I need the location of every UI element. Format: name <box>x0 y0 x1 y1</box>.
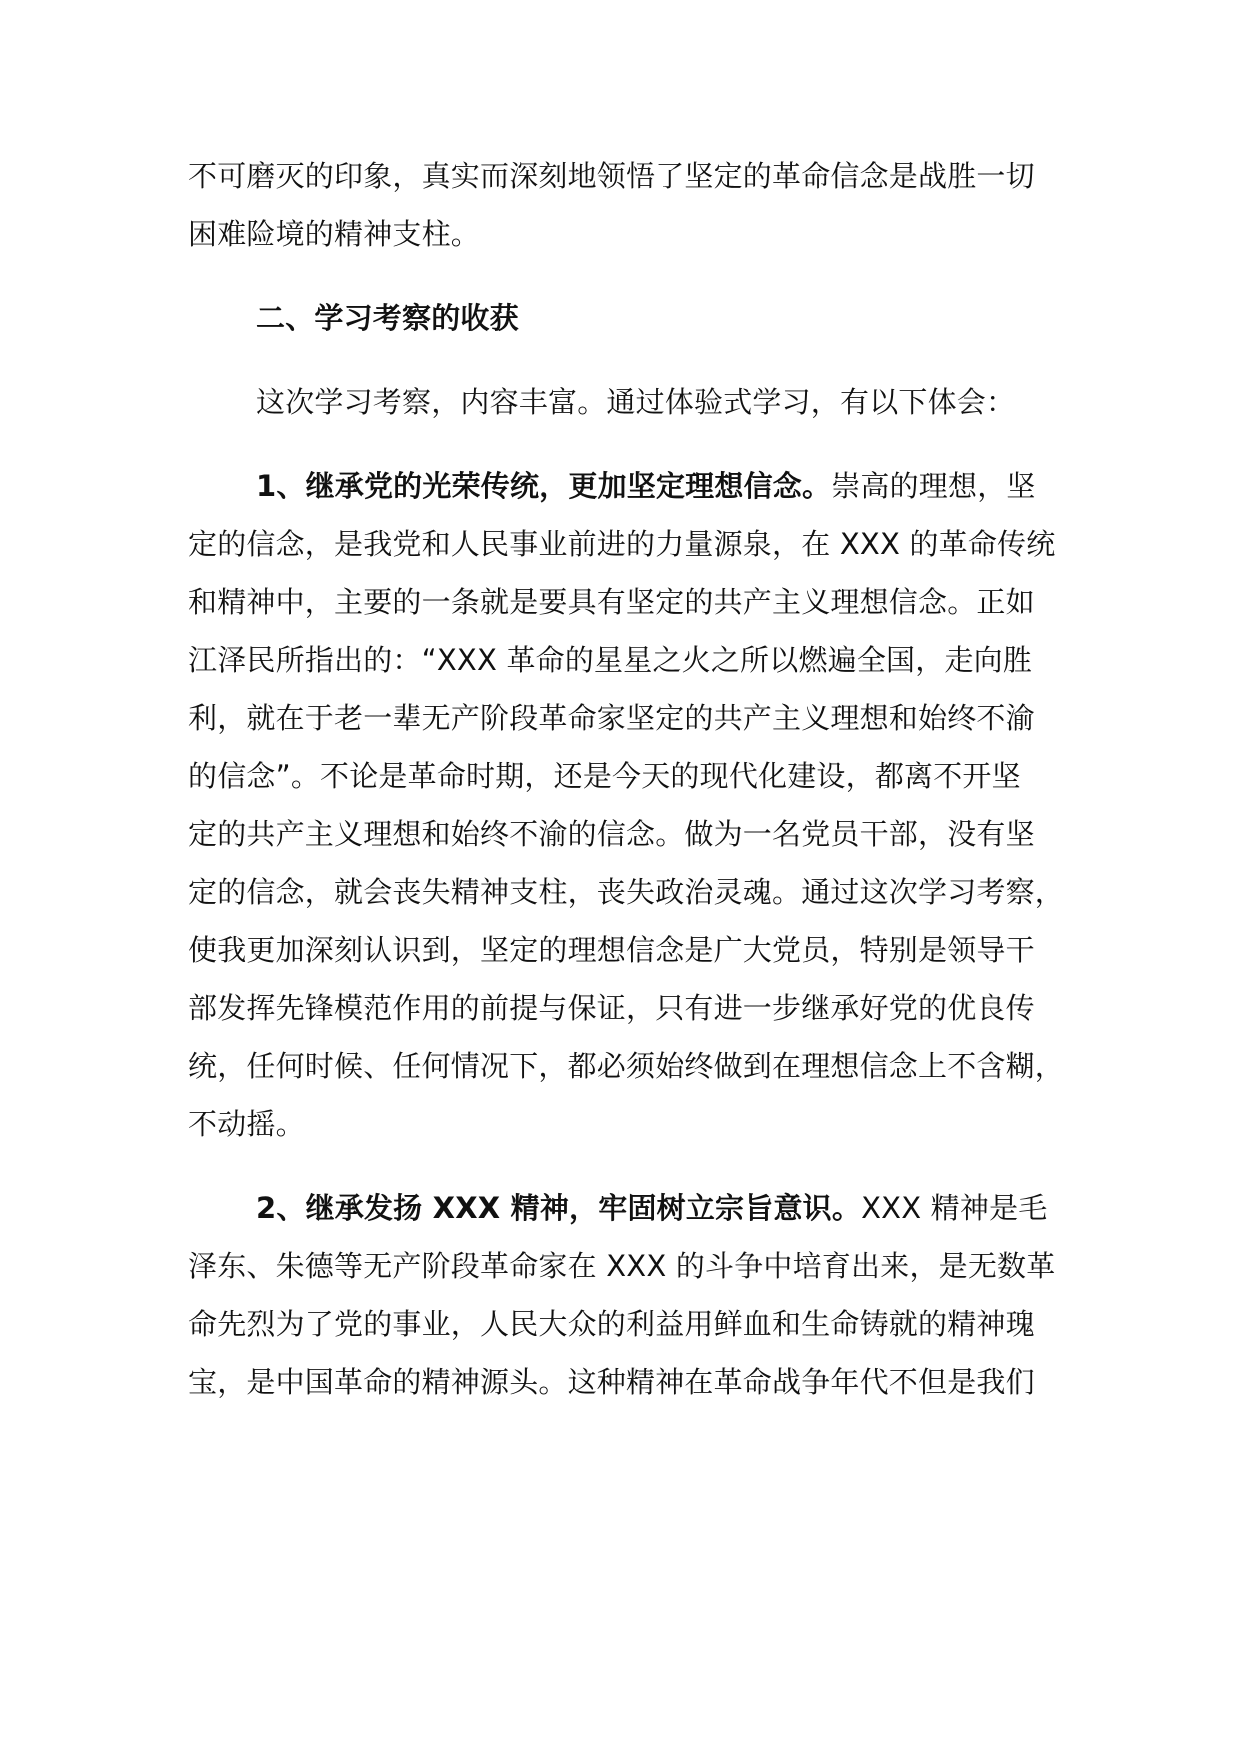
paragraph-line: 不动摇。 <box>188 1107 305 1141</box>
paragraph-line: 和精神中，主要的一条就是要具有坚定的共产主义理想信念。正如 <box>188 585 1035 619</box>
point-2-heading: 2、继承发扬 XXX 精神，牢固树立宗旨意识。 <box>256 1191 862 1225</box>
point-1-text: 崇高的理想，坚 <box>831 469 1036 503</box>
point-1-first-line <box>256 468 1036 504</box>
paragraph-line: 宝，是中国革命的精神源头。这种精神在革命战争年代不但是我们 <box>188 1365 1035 1399</box>
paragraph-line: 的信念”。不论是革命时期，还是今天的现代化建设，都离不开坚 <box>188 759 1021 793</box>
section-heading: 二、学习考察的收获 <box>256 301 519 335</box>
paragraph-line: 部发挥先锋模范作用的前提与保证，只有进一步继承好党的优良传 <box>188 991 1035 1025</box>
point-2-text: XXX 精神是毛 <box>861 1191 1048 1225</box>
point-1-heading: 1、继承党的光荣传统，更加坚定理想信念。 <box>256 469 832 503</box>
paragraph-line: 泽东、朱德等无产阶段革命家在 XXX 的斗争中培育出来，是无数革 <box>188 1249 1056 1283</box>
paragraph-line: 这次学习考察，内容丰富。通过体验式学习，有以下体会： <box>256 385 1016 419</box>
paragraph-line: 使我更加深刻认识到，坚定的理想信念是广大党员，特别是领导干 <box>188 933 1035 967</box>
paragraph-line: 命先烈为了党的事业，人民大众的利益用鲜血和生命铸就的精神瑰 <box>188 1307 1035 1341</box>
paragraph-line: 定的信念，就会丧失精神支柱，丧失政治灵魂。通过这次学习考察， <box>188 875 1065 909</box>
paragraph-line: 定的共产主义理想和始终不渝的信念。做为一名党员干部，没有坚 <box>188 817 1035 851</box>
paragraph-line: 统，任何时候、任何情况下，都必须始终做到在理想信念上不含糊， <box>188 1049 1065 1083</box>
paragraph-line: 不可磨灭的印象，真实而深刻地领悟了坚定的革命信念是战胜一切 <box>188 159 1035 193</box>
paragraph-line: 困难险境的精神支柱。 <box>188 217 481 251</box>
paragraph-line: 利，就在于老一辈无产阶段革命家坚定的共产主义理想和始终不渝 <box>188 701 1035 735</box>
paragraph-line: 定的信念，是我党和人民事业前进的力量源泉，在 XXX 的革命传统 <box>188 527 1056 561</box>
paragraph-line: 江泽民所指出的：“XXX 革命的星星之火之所以燃遍全国，走向胜 <box>188 643 1033 677</box>
point-2-first-line <box>256 1190 1047 1226</box>
